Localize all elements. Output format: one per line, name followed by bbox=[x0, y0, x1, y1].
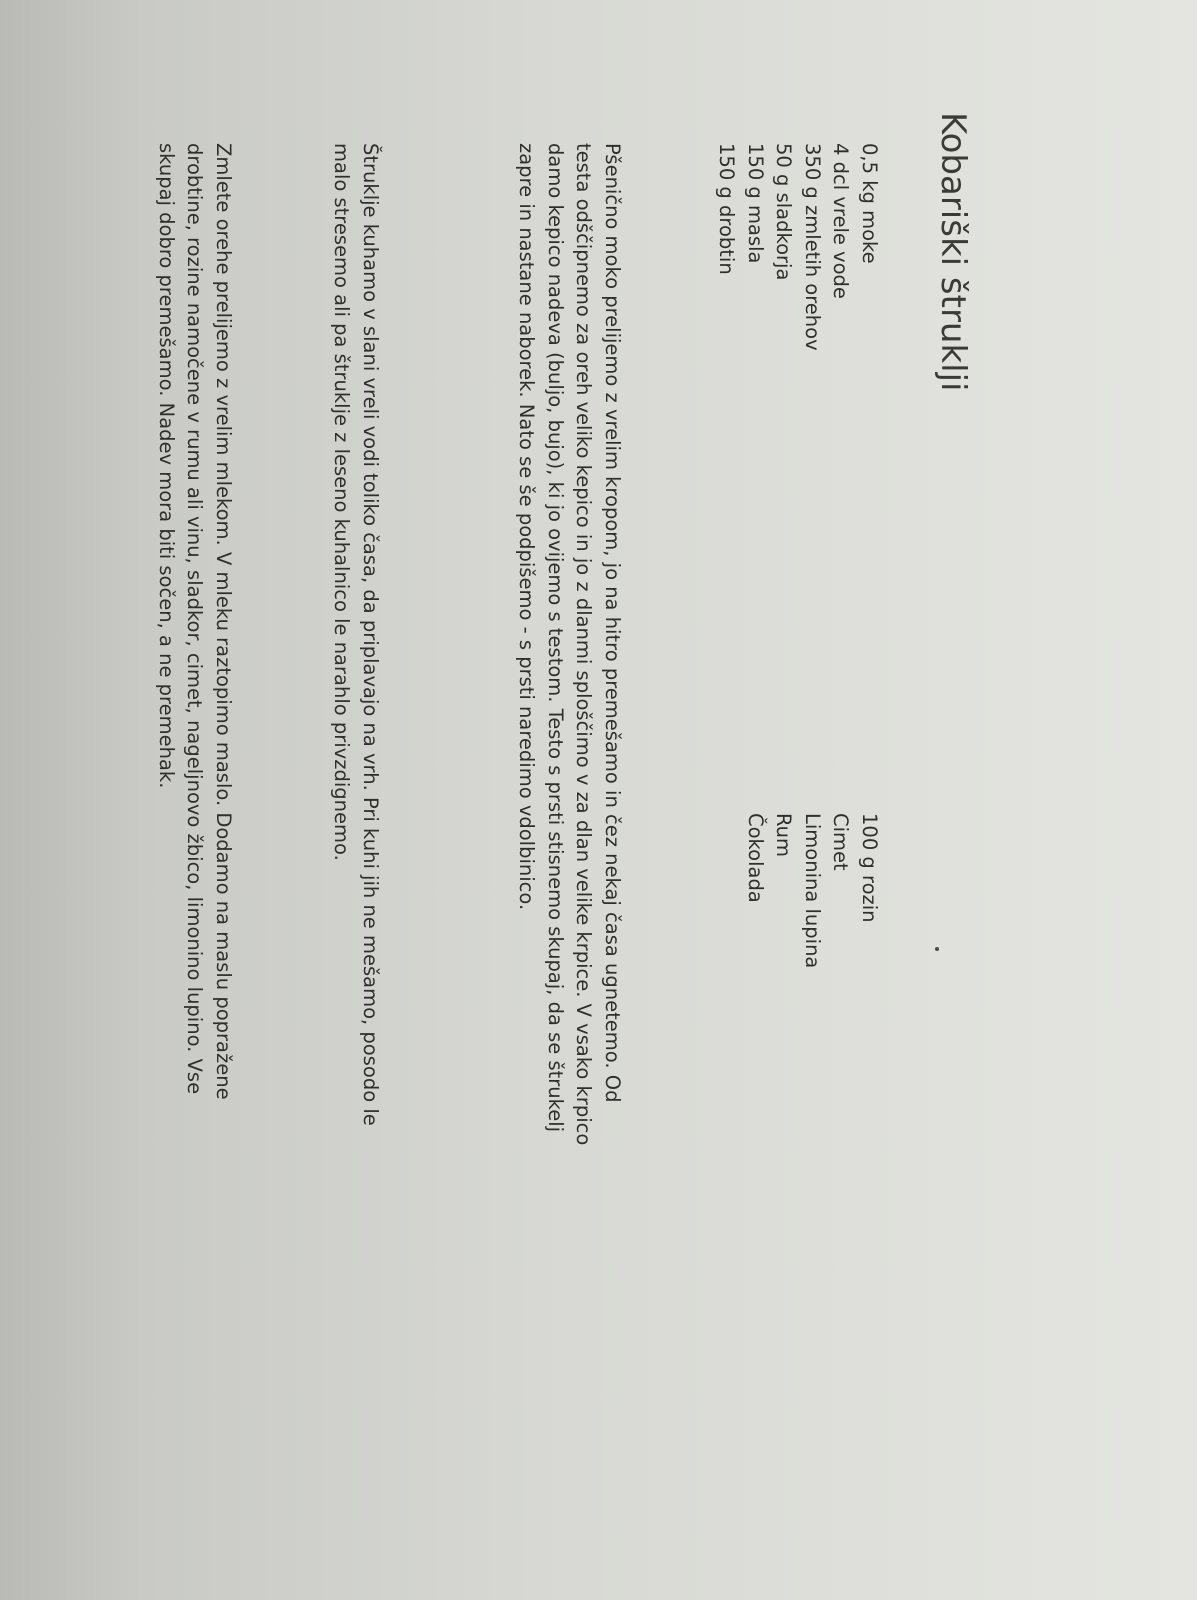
ingredient-item: 350 g zmletih orehov bbox=[801, 143, 824, 351]
text-line: zapre in nastane naborek. Nato se še podpišemo - s prsti naredimo vdolbinico. bbox=[515, 143, 539, 911]
text-line: Pšenično moko prelijemo z vrelim kropom, jo na hitro premešamo in čez nekaj časa ugnetemo. Od bbox=[601, 143, 624, 1103]
text-line: Zmlete orehe prelijemo z vrelim mlekom. V mleku raztopimo maslo. Dodamo na maslu popražene bbox=[212, 143, 235, 1100]
ingredient-item: 100 g rozin bbox=[858, 813, 881, 923]
text-line: Štruklje kuhamo v slani vreli vodi toliko časa, da priplavajo na vrh. Pri kuhi jih ne mešamo, posodo le bbox=[359, 143, 382, 1126]
filling-instructions bbox=[152, 143, 238, 1573]
ingredient-item: Čokolada bbox=[744, 813, 767, 903]
text-line: testa odščipnemo za oreh veliko kepico in jo z dlanmi sploščimo v za dlan velike krpice. V vsako krpico bbox=[572, 143, 596, 1146]
ingredient-item: 150 g masla bbox=[744, 143, 767, 264]
text-line: drobtine, rozine namočene v rumu ali vinu, sladkor, cimet, nageljnovo žbico, limonino lupino. Vse bbox=[183, 143, 207, 1095]
ingredient-item: 0,5 kg moke bbox=[858, 143, 881, 264]
ingredient-item: Rum bbox=[772, 813, 796, 858]
ingredient-item: Cimet bbox=[829, 813, 853, 871]
ingredient-list-right bbox=[741, 813, 884, 968]
ingredient-item: 150 g drobtin bbox=[715, 143, 739, 275]
ingredient-item: Limonina lupina bbox=[801, 813, 824, 969]
ingredient-item: 4 dcl vrele vode bbox=[829, 143, 853, 299]
cooking-instructions bbox=[327, 143, 384, 1573]
text-line: malo stresemo ali pa štruklje z leseno kuhalnico le narahlo privzdignemo. bbox=[330, 143, 354, 861]
text-line: skupaj dobro premešamo. Nadev mora biti sočen, a ne premehak. bbox=[155, 143, 178, 789]
ingredient-item: 50 g sladkorja bbox=[772, 143, 796, 281]
text-line: damo kepico nadeva (buljo, bujo), ki jo ovijemo s testom. Testo s prsti stisnemo skupaj, da se štrukelj bbox=[544, 143, 567, 1133]
ingredient-list-left bbox=[712, 143, 883, 351]
dough-instructions bbox=[512, 143, 626, 1573]
recipe-title: Kobariški štruklji bbox=[933, 112, 973, 392]
paper-speck bbox=[935, 947, 939, 951]
